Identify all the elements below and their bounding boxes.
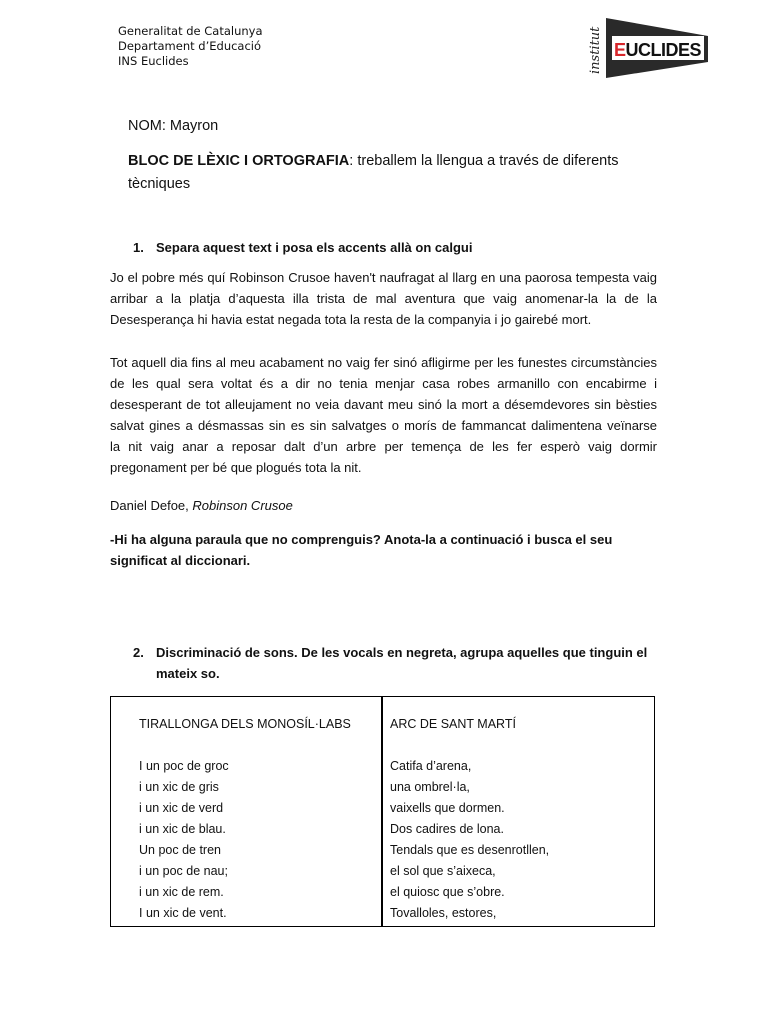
paragraph-2-line: Tot aquell dia fins al meu acabament no vaig fer sinó afligirme per les funestes circumstàncies [110,355,657,370]
text-paragraph-1: Jo el pobre més quí Robinson Crusoe haven't naufragat al llarg en una paorosa tempesta vaig arribar a la platja d’aquesta illa trista de mal aventura que vaig anomenar-la la de la Desesperança hi havia estat negada tota la resta de la companyia i jo gairebé mort. [110,270,657,327]
question-1-text: Separa aquest text i posa els accents allà on calgui [156,240,473,255]
poem-right-line: una ombrel·la, [390,780,470,794]
poem-right-line: Dos cadires de lona. [390,822,504,836]
question-2-text-line1: Discriminació de sons. De les vocals en negreta, agrupa aquelles que tinguin el [156,645,648,660]
question-2-text-line2: mateix so. [156,666,220,681]
poem-right-column [390,714,549,924]
logo-word-text: EUCLIDES [614,40,702,60]
poem-left-line: I un xic de vent. [139,906,227,920]
bloc-title: BLOC DE LÈXIC I ORTOGRAFIA [128,153,350,169]
poem-right-line: Tovalloles, estores, [390,906,497,920]
question-2-number: 2. [133,645,144,660]
author-name: Daniel Defoe, [110,498,193,513]
poem-left-title: TIRALLONGA DELS MONOSÍL·LABS [139,717,351,731]
question-1 [133,237,472,258]
bloc-heading [128,150,628,196]
poem-right-line: Tendals que es desenrotllen, [390,843,550,857]
poem-right-line: el quiosc que s’obre. [390,885,505,899]
header-line-departament: Departament d’Educació [118,39,262,53]
header-line-school: INS Euclides [118,54,189,68]
poem-left-line: Un poc de tren [139,843,221,857]
poem-left-line: i un xic de verd [139,801,224,815]
paragraph-2-line: desesperant de tot alleujament no veia davant meu sinó la mort a désemdevores sin bèsties [110,397,657,412]
logo-script-text: institut [588,26,603,74]
poem-left-line: i un xic de blau. [139,822,226,836]
header-line-generalitat: Generalitat de Catalunya [118,24,263,38]
poem-left-line: i un xic de rem. [139,885,224,899]
poem-left-line: I un poc de groc [139,759,229,773]
poem-right-line: Catifa d’arena, [390,759,472,773]
poem-left-column [139,714,351,924]
paragraph-2-line: pregonament per bé que plogués tota la nit. [110,460,362,475]
institut-euclides-logo [588,16,710,80]
text-paragraph-2 [110,352,657,478]
work-title: Robinson Crusoe [192,498,293,513]
paragraph-2-line: salvat gines a désmassas sin es sin salvatges o morís de fammancat dalimentena veïnarse [110,418,657,433]
poem-right-title: ARC DE SANT MARTÍ [390,717,516,731]
author-citation [110,498,293,513]
bloc-subtitle: : treballem la llengua a través de diferents tècniques [128,153,619,192]
poem-right-line: el sol que s’aixeca, [390,864,496,878]
question-2 [133,642,653,684]
paragraph-2-line: la nit vaig anar a reposar dalt d’un arbre per temença de les fer esperò vaig dormir [110,439,657,454]
paragraph-2-line: de les qual sera voltat és a dir no tenia menjar casa robes armanillo con encabirme i [110,376,657,391]
student-name: NOM: Mayron [128,118,219,134]
poem-right-line: vaixells que dormen. [390,801,505,815]
institution-header [118,24,263,69]
poem-left-line: i un poc de nau; [139,864,228,878]
question-1-number: 1. [133,240,144,255]
vocabulary-prompt: -Hi ha alguna paraula que no comprenguis? Anota-la a continuació i busca el seu significat al diccionari. [110,532,613,568]
poem-left-line: i un xic de gris [139,780,219,794]
table-column-divider [381,696,383,927]
euclides-logo-icon [588,16,710,80]
